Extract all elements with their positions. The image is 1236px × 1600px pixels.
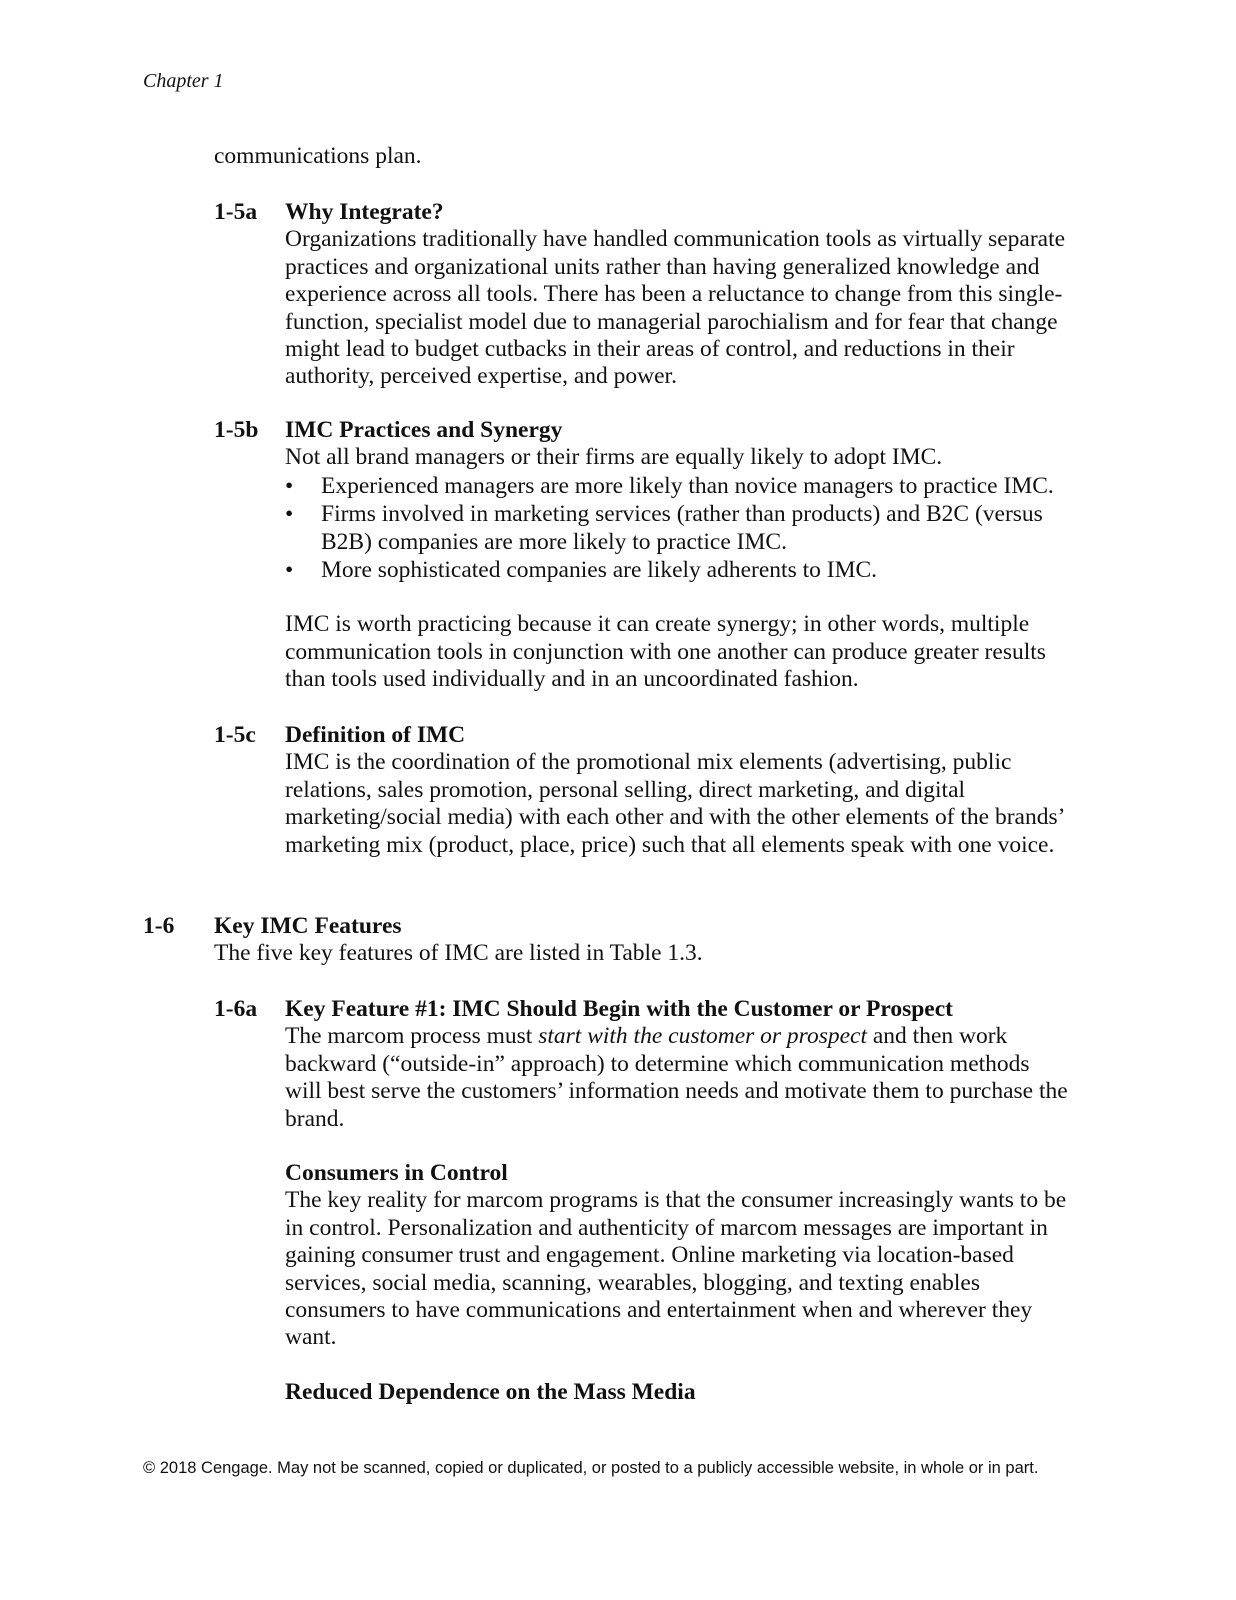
section-number-1-5c: 1-5c xyxy=(214,722,256,748)
bullet-icon: • xyxy=(285,501,294,528)
section-body-key-feature-1 xyxy=(285,1023,1070,1133)
chapter-header: Chapter 1 xyxy=(143,70,224,92)
section-1-6a xyxy=(285,996,1070,1406)
bullet-list xyxy=(285,473,1070,585)
intro-continuation: communications plan. xyxy=(214,143,422,169)
section-title-why-integrate: Why Integrate? xyxy=(285,199,444,225)
section-number-1-6a: 1-6a xyxy=(214,996,258,1022)
section-1-5a xyxy=(285,199,1070,391)
list-item xyxy=(285,557,1070,584)
section-1-5b xyxy=(285,417,1070,694)
section-closing-imc-practices: IMC is worth practicing because it can create synergy; in other words, multiple communication tools in conjunction with one another can produce greater results than tools used individually and in an uncoordinated fashion. xyxy=(285,611,1046,693)
section-title-imc-practices: IMC Practices and Synergy xyxy=(285,417,563,443)
list-item xyxy=(285,501,1070,556)
bullet-text: Firms involved in marketing services (rather than products) and B2C (versus B2B) companies are more likely to practice IMC. xyxy=(321,501,1043,555)
body-text-emphasis: start with the customer or prospect xyxy=(538,1023,867,1050)
section-body-why-integrate: Organizations traditionally have handled communication tools as virtually separate practices and organizational units rather than having generalized knowledge and experience across all tools. There has been a reluctance to change from this single-function, specialist model due to managerial parochialism and for fear that change might lead to budget cutbacks in their areas of control, and reductions in their authority, perceived expertise, and power. xyxy=(285,226,1066,390)
section-number-1-5a: 1-5a xyxy=(214,199,258,225)
section-number-1-5b: 1-5b xyxy=(214,417,259,443)
body-consumers-in-control: The key reality for marcom programs is that the consumer increasingly wants to be in control. Personalization and authenticity of marcom messages are important in gaining consumer trust and engagement. Online marketing via location-based services, social media, scanning, wearables, blogging, and texting enables consumers to have communications and entertainment when and wherever they want. xyxy=(285,1187,1067,1351)
bullet-icon: • xyxy=(285,557,294,584)
body-text-end: and then work backward (“outside-in” approach) to determine which communication methods will best serve the customers’ information needs and motivate them to purchase the brand. xyxy=(285,1023,1068,1132)
subheading-consumers-in-control: Consumers in Control xyxy=(285,1160,508,1187)
section-title-definition-imc: Definition of IMC xyxy=(285,722,466,748)
subheading-reduced-dependence: Reduced Dependence on the Mass Media xyxy=(285,1378,696,1405)
section-number-1-6: 1-6 xyxy=(143,913,175,939)
list-item xyxy=(285,473,1070,500)
body-text-start: The marcom process must xyxy=(285,1023,539,1050)
section-body-key-imc-features: The five key features of IMC are listed in Table 1.3. xyxy=(214,940,703,967)
copyright-footer: © 2018 Cengage. May not be scanned, copied or duplicated, or posted to a publicly accessible website, in whole or in part. xyxy=(143,1459,1039,1477)
section-title-key-feature-1: Key Feature #1: IMC Should Begin with the Customer or Prospect xyxy=(285,996,953,1022)
section-lead-imc-practices: Not all brand managers or their firms are equally likely to adopt IMC. xyxy=(285,444,943,471)
bullet-text: Experienced managers are more likely than novice managers to practice IMC. xyxy=(321,472,1054,499)
bullet-text: More sophisticated companies are likely adherents to IMC. xyxy=(321,557,878,584)
section-1-6 xyxy=(214,913,1074,968)
section-body-definition-imc: IMC is the coordination of the promotional mix elements (advertising, public relations, sales promotion, personal selling, direct marketing, and digital marketing/social media) with each other and with the other elements of the brands’ marketing mix (product, place, price) such that all elements speak with one voice. xyxy=(285,749,1064,858)
section-1-5c xyxy=(285,722,1070,859)
section-title-key-imc-features: Key IMC Features xyxy=(214,913,402,939)
bullet-icon: • xyxy=(285,472,294,499)
